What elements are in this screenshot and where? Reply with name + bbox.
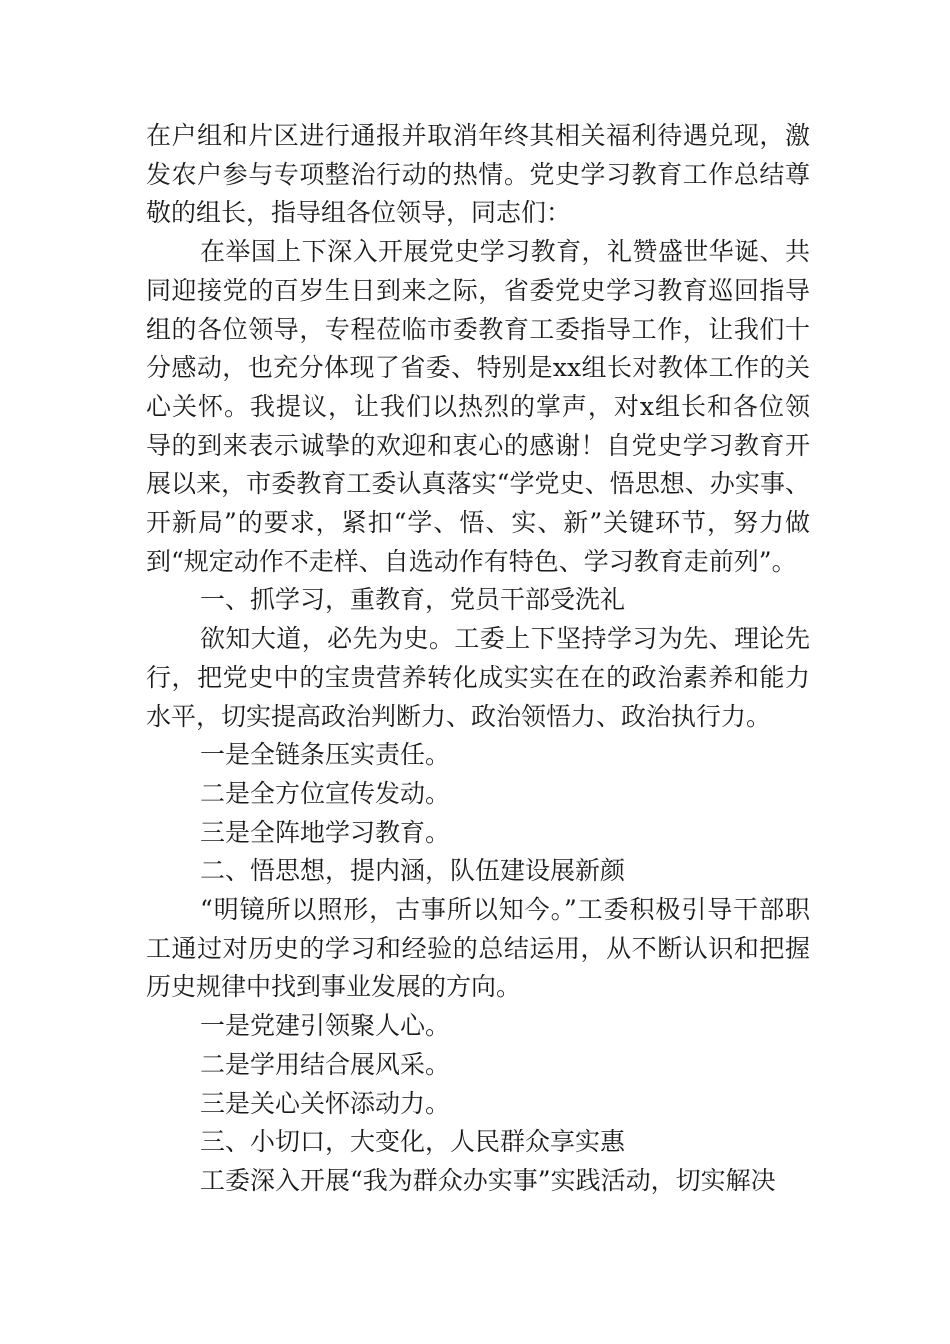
list-item: 三是全阵地学习教育。 — [200, 817, 451, 847]
section-heading-3: 三、小切口，大变化，人民群众享实惠 — [200, 1127, 626, 1157]
paragraph-intro: 在户组和片区进行通报并取消年终其相关福利待遇兑现，激发农户参与专项整治行动的热情。党史学习教育工作总结尊敬的组长，指导组各位领导，同志们： — [146, 121, 810, 228]
paragraph-opening: 在举国上下深入开展党史学习教育，礼赞盛世华诞、共同迎接党的百岁生日到来之际，省委党史学习教育巡回指导组的各位领导，专程莅临市委教育工委指导工作，让我们十分感动，也充分体现了省委、特别是xx组长对教体工作的关心关怀。我提议，让我们以热烈的掌声，对x组长和各位领导的到来表示诚挚的欢迎和衷心的感谢！自党史学习教育开展以来，市委教育工委认真落实“学党史、悟思想、办实事、开新局”的要求，紧扣“学、悟、实、新”关键环节，努力做到“规定动作不走样、自选动作有特色、学习教育走前列”。 — [146, 237, 810, 576]
section-heading-1: 一、抓学习，重教育，党员干部受洗礼 — [200, 585, 626, 615]
list-item: 一是党建引领聚人心。 — [200, 1011, 451, 1041]
paragraph-section-2: “明镜所以照形，古事所以知今。”工委积极引导干部职工通过对历史的学习和经验的总结运用，从不断认识和把握历史规律中找到事业发展的方向。 — [146, 895, 810, 1002]
list-item: 二是全方位宣传发动。 — [200, 778, 451, 808]
list-item: 一是全链条压实责任。 — [200, 740, 451, 770]
paragraph-section-3: 工委深入开展“我为群众办实事”实践活动，切实解决 — [200, 1165, 776, 1195]
document-body — [146, 117, 810, 1201]
list-item: 三是关心关怀添动力。 — [200, 1088, 451, 1118]
list-item: 二是学用结合展风采。 — [200, 1049, 451, 1079]
paragraph-section-1: 欲知大道，必先为史。工委上下坚持学习为先、理论先行，把党史中的宝贵营养转化成实实在在的政治素养和能力水平，切实提高政治判断力、政治领悟力、政治执行力。 — [146, 624, 810, 731]
section-heading-2: 二、悟思想，提内涵，队伍建设展新颜 — [200, 856, 626, 886]
